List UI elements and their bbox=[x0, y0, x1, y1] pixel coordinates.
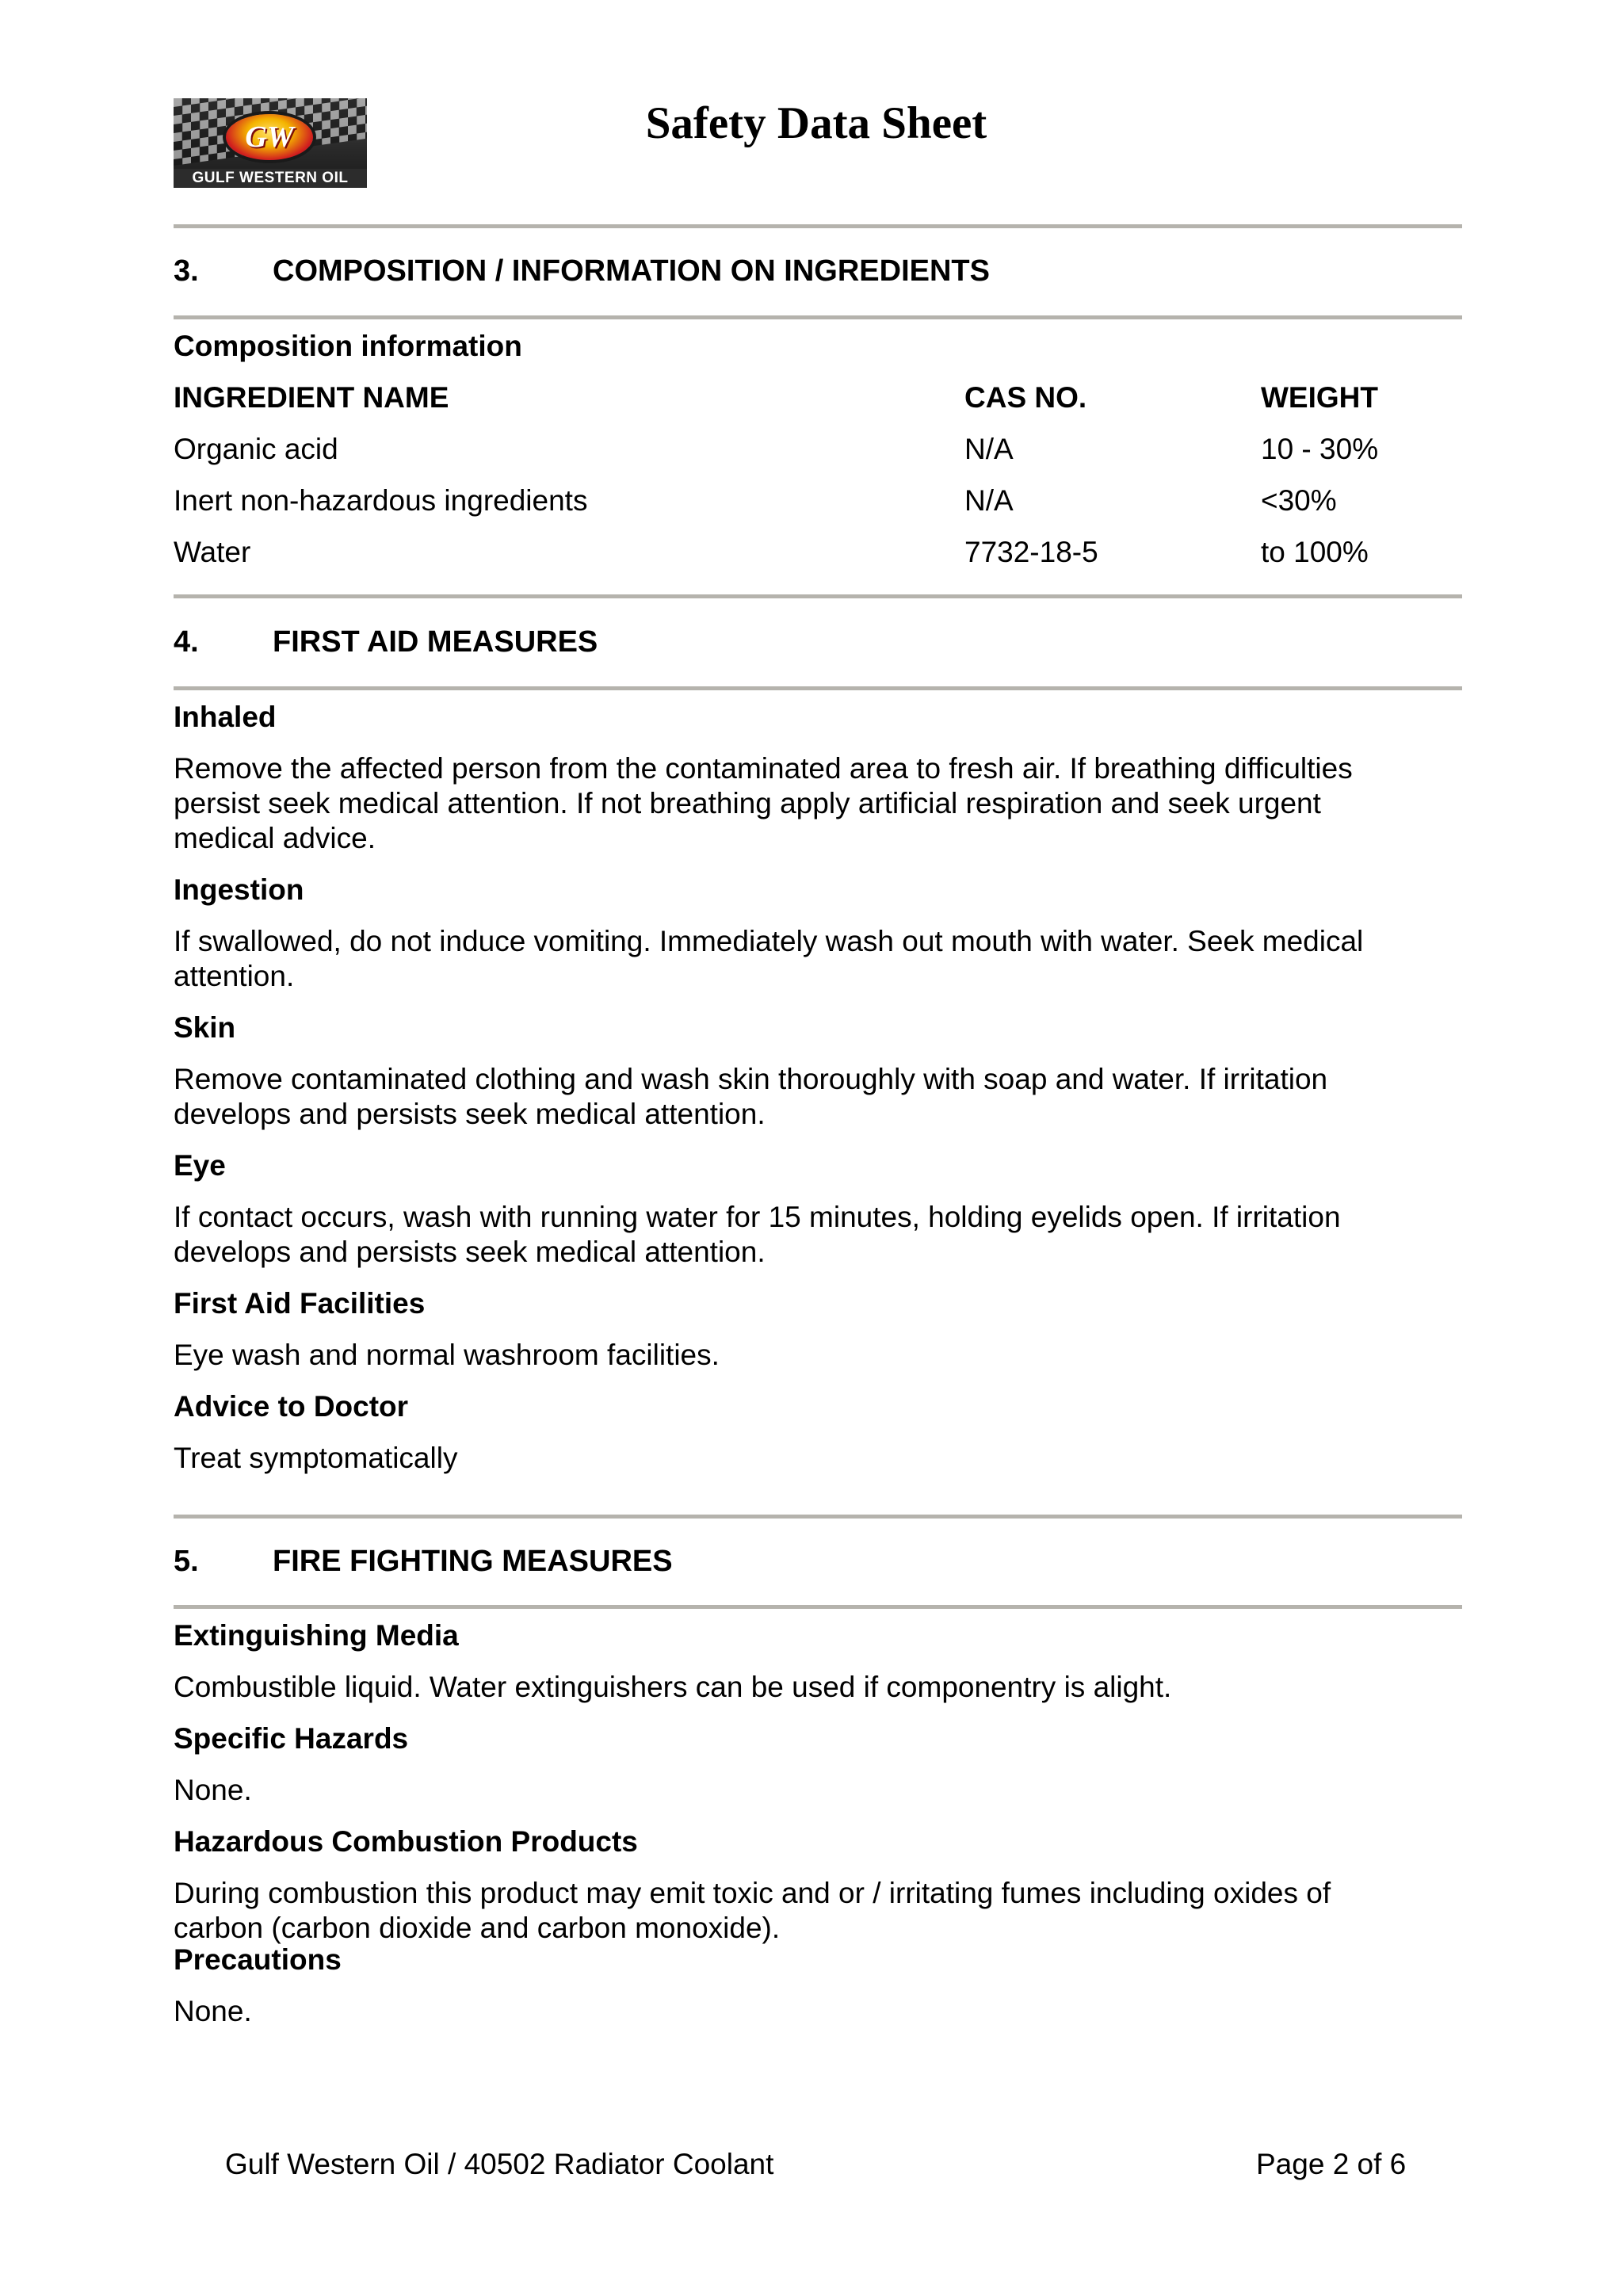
company-logo bbox=[174, 98, 367, 188]
subheading-first-aid-facilities: First Aid Facilities bbox=[174, 1287, 426, 1320]
section-3-title: COMPOSITION / INFORMATION ON INGREDIENTS bbox=[273, 254, 990, 288]
body-text: Remove contaminated clothing and wash skin thoroughly with soap and water. If irritation bbox=[174, 1063, 1328, 1095]
logo-wordmark: GULF WESTERN OIL bbox=[174, 169, 367, 188]
composition-subheading: Composition information bbox=[174, 330, 522, 362]
subheading-advice-to-doctor: Advice to Doctor bbox=[174, 1390, 409, 1423]
section-5-number: 5. bbox=[174, 1545, 199, 1578]
section-5-title: FIRE FIGHTING MEASURES bbox=[273, 1545, 673, 1578]
footer-page-number: Page 2 of 6 bbox=[1256, 2148, 1407, 2180]
divider bbox=[174, 686, 1462, 690]
body-text: If swallowed, do not induce vomiting. Immediately wash out mouth with water. Seek medical bbox=[174, 925, 1364, 957]
body-text: carbon (carbon dioxide and carbon monoxide). bbox=[174, 1912, 781, 1944]
body-text: If contact occurs, wash with running water for 15 minutes, holding eyelids open. If irritation bbox=[174, 1201, 1341, 1233]
cas-number: 7732-18-5 bbox=[964, 536, 1098, 568]
divider bbox=[174, 1605, 1462, 1609]
subheading-extinguishing-media: Extinguishing Media bbox=[174, 1619, 459, 1652]
body-text: None. bbox=[174, 1995, 252, 2027]
cas-number: N/A bbox=[964, 484, 1014, 517]
subheading-specific-hazards: Specific Hazards bbox=[174, 1722, 409, 1755]
document-title: Safety Data Sheet bbox=[645, 98, 987, 148]
divider bbox=[174, 224, 1462, 228]
subheading-ingestion: Ingestion bbox=[174, 873, 304, 906]
body-text: None. bbox=[174, 1774, 252, 1806]
body-text: During combustion this product may emit toxic and or / irritating fumes including oxides of bbox=[174, 1877, 1331, 1909]
footer-document-name: Gulf Western Oil / 40502 Radiator Coolant bbox=[225, 2148, 774, 2180]
body-text: Combustible liquid. Water extinguishers can be used if componentry is alight. bbox=[174, 1671, 1172, 1703]
subheading-inhaled: Inhaled bbox=[174, 701, 277, 733]
ingredient-name: Water bbox=[174, 536, 251, 568]
subheading-hazardous-combustion-products: Hazardous Combustion Products bbox=[174, 1825, 638, 1858]
divider bbox=[174, 1515, 1462, 1519]
body-text: Eye wash and normal washroom facilities. bbox=[174, 1339, 720, 1371]
column-header-ingredient: INGREDIENT NAME bbox=[174, 381, 449, 414]
body-text: Treat symptomatically bbox=[174, 1442, 458, 1474]
column-header-weight: WEIGHT bbox=[1261, 381, 1378, 414]
section-4-title: FIRST AID MEASURES bbox=[273, 625, 598, 659]
divider bbox=[174, 315, 1462, 319]
cas-number: N/A bbox=[964, 433, 1014, 465]
weight-value: 10 - 30% bbox=[1261, 433, 1379, 465]
body-text: persist seek medical attention. If not breathing apply artificial respiration and seek urgent bbox=[174, 787, 1321, 819]
section-4-number: 4. bbox=[174, 625, 199, 659]
column-header-cas: CAS NO. bbox=[964, 381, 1087, 414]
subheading-precautions: Precautions bbox=[174, 1943, 342, 1976]
weight-value: to 100% bbox=[1261, 536, 1369, 568]
body-text: develops and persists seek medical attention. bbox=[174, 1236, 766, 1268]
body-text: attention. bbox=[174, 960, 295, 992]
weight-value: <30% bbox=[1261, 484, 1337, 517]
body-text: Remove the affected person from the contaminated area to fresh air. If breathing difficulties bbox=[174, 752, 1353, 785]
divider bbox=[174, 594, 1462, 598]
ingredient-name: Organic acid bbox=[174, 433, 338, 465]
section-3-number: 3. bbox=[174, 254, 199, 288]
body-text: develops and persists seek medical attention. bbox=[174, 1098, 766, 1130]
subheading-skin: Skin bbox=[174, 1011, 236, 1044]
body-text: medical advice. bbox=[174, 822, 376, 854]
ingredient-name: Inert non-hazardous ingredients bbox=[174, 484, 588, 517]
logo-monogram: GW bbox=[245, 120, 294, 154]
subheading-eye: Eye bbox=[174, 1149, 226, 1182]
